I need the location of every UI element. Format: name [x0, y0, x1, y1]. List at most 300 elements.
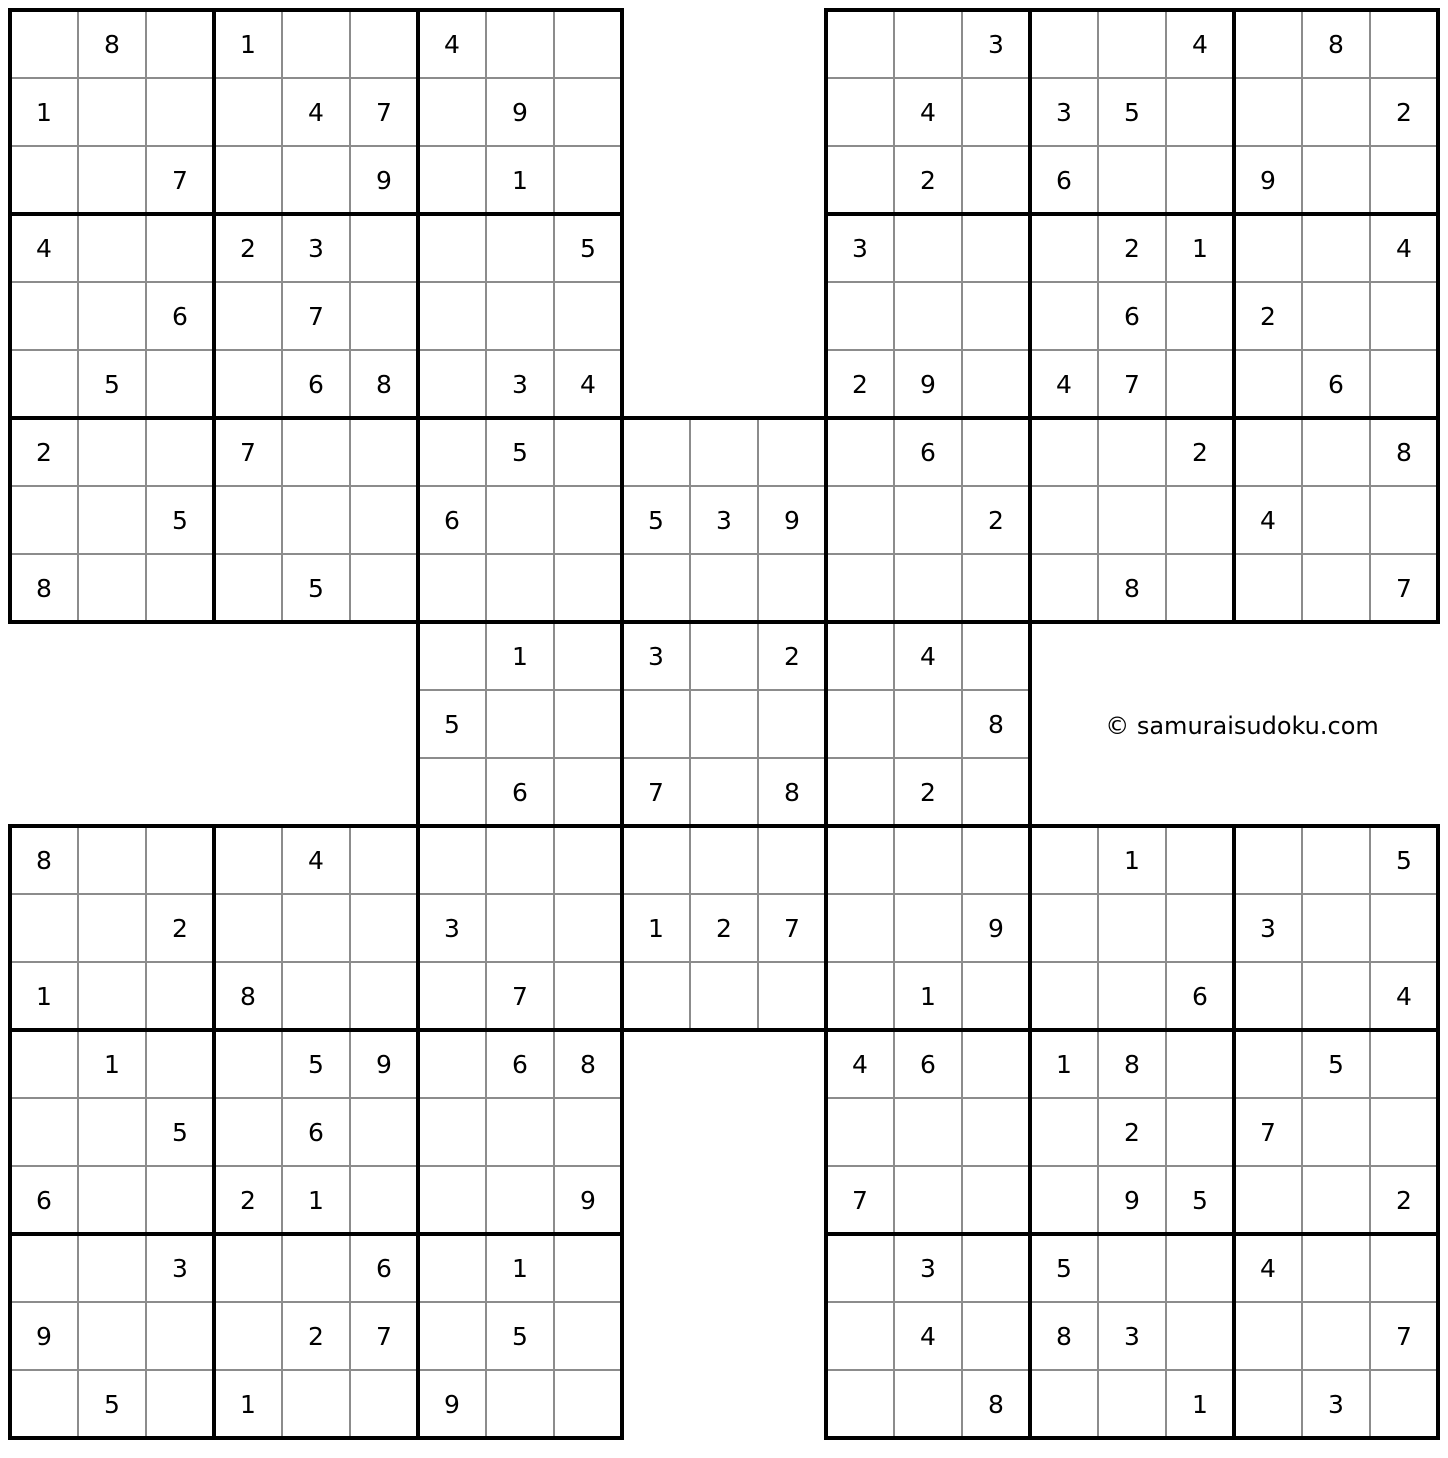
sudoku-cell[interactable] [1234, 1030, 1302, 1098]
sudoku-cell[interactable]: 9 [376, 165, 392, 195]
sudoku-cell[interactable]: 5 [308, 573, 324, 603]
sudoku-cell[interactable] [1166, 282, 1234, 350]
sudoku-cell[interactable] [10, 486, 78, 554]
sudoku-cell[interactable]: 2 [240, 1185, 256, 1215]
sudoku-cell[interactable]: 5 [308, 1049, 324, 1079]
sudoku-cell[interactable] [486, 826, 554, 894]
sudoku-cell[interactable]: 7 [512, 981, 528, 1011]
sudoku-cell[interactable] [826, 486, 894, 554]
sudoku-cell[interactable] [350, 962, 418, 1030]
sudoku-cell[interactable]: 6 [444, 505, 460, 535]
sudoku-cell[interactable] [1302, 1166, 1370, 1234]
sudoku-cell[interactable]: 2 [920, 165, 936, 195]
sudoku-cell[interactable]: 7 [648, 777, 664, 807]
sudoku-cell[interactable]: 6 [1328, 369, 1344, 399]
sudoku-cell[interactable] [1370, 1370, 1438, 1438]
sudoku-cell[interactable] [1234, 350, 1302, 418]
sudoku-cell[interactable] [554, 962, 622, 1030]
sudoku-cell[interactable]: 3 [988, 29, 1004, 59]
sudoku-cell[interactable] [1370, 282, 1438, 350]
sudoku-cell[interactable] [1302, 214, 1370, 282]
sudoku-cell[interactable]: 1 [36, 981, 52, 1011]
sudoku-cell[interactable] [622, 826, 690, 894]
sudoku-cell[interactable]: 2 [1192, 437, 1208, 467]
sudoku-cell[interactable]: 6 [308, 369, 324, 399]
sudoku-cell[interactable] [1302, 146, 1370, 214]
sudoku-cell[interactable] [486, 282, 554, 350]
sudoku-cell[interactable] [1370, 1234, 1438, 1302]
sudoku-cell[interactable] [1030, 554, 1098, 622]
sudoku-cell[interactable] [894, 214, 962, 282]
sudoku-cell[interactable] [690, 962, 758, 1030]
sudoku-cell[interactable]: 9 [1124, 1185, 1140, 1215]
sudoku-cell[interactable] [78, 78, 146, 146]
sudoku-cell[interactable] [1166, 486, 1234, 554]
sudoku-cell[interactable]: 6 [376, 1253, 392, 1283]
sudoku-cell[interactable] [282, 1234, 350, 1302]
sudoku-cell[interactable] [214, 486, 282, 554]
sudoku-cell[interactable] [146, 1302, 214, 1370]
sudoku-cell[interactable] [10, 1098, 78, 1166]
sudoku-cell[interactable] [554, 1370, 622, 1438]
sudoku-cell[interactable] [214, 1030, 282, 1098]
sudoku-cell[interactable] [350, 10, 418, 78]
sudoku-cell[interactable] [78, 826, 146, 894]
sudoku-cell[interactable]: 4 [1396, 981, 1412, 1011]
sudoku-cell[interactable]: 2 [1124, 1117, 1140, 1147]
sudoku-cell[interactable] [962, 622, 1030, 690]
sudoku-cell[interactable] [214, 826, 282, 894]
sudoku-cell[interactable] [350, 826, 418, 894]
sudoku-cell[interactable] [554, 758, 622, 826]
sudoku-cell[interactable]: 6 [512, 1049, 528, 1079]
sudoku-cell[interactable] [418, 1098, 486, 1166]
sudoku-cell[interactable]: 7 [1396, 1321, 1412, 1351]
sudoku-cell[interactable] [78, 1098, 146, 1166]
sudoku-cell[interactable] [962, 1166, 1030, 1234]
sudoku-cell[interactable]: 7 [240, 437, 256, 467]
sudoku-cell[interactable] [1234, 826, 1302, 894]
sudoku-cell[interactable]: 1 [308, 1185, 324, 1215]
sudoku-cell[interactable] [962, 1234, 1030, 1302]
sudoku-cell[interactable] [78, 894, 146, 962]
sudoku-cell[interactable]: 2 [920, 777, 936, 807]
sudoku-cell[interactable]: 1 [240, 29, 256, 59]
sudoku-cell[interactable]: 3 [648, 641, 664, 671]
sudoku-cell[interactable] [554, 282, 622, 350]
sudoku-cell[interactable]: 8 [1328, 29, 1344, 59]
sudoku-cell[interactable] [418, 214, 486, 282]
sudoku-cell[interactable] [78, 146, 146, 214]
sudoku-cell[interactable] [1030, 418, 1098, 486]
sudoku-cell[interactable] [1098, 894, 1166, 962]
sudoku-cell[interactable]: 5 [1328, 1049, 1344, 1079]
sudoku-cell[interactable] [1166, 1302, 1234, 1370]
sudoku-cell[interactable]: 5 [172, 1117, 188, 1147]
sudoku-cell[interactable] [826, 1370, 894, 1438]
sudoku-cell[interactable] [1370, 350, 1438, 418]
sudoku-cell[interactable] [214, 894, 282, 962]
sudoku-cell[interactable]: 4 [852, 1049, 868, 1079]
sudoku-cell[interactable] [894, 554, 962, 622]
sudoku-cell[interactable] [418, 350, 486, 418]
sudoku-cell[interactable] [1370, 894, 1438, 962]
sudoku-cell[interactable] [894, 1166, 962, 1234]
sudoku-cell[interactable] [622, 690, 690, 758]
sudoku-cell[interactable] [78, 962, 146, 1030]
sudoku-cell[interactable]: 7 [1396, 573, 1412, 603]
sudoku-cell[interactable]: 1 [512, 641, 528, 671]
sudoku-cell[interactable] [1166, 826, 1234, 894]
sudoku-cell[interactable]: 2 [1124, 233, 1140, 263]
sudoku-cell[interactable] [146, 214, 214, 282]
sudoku-cell[interactable] [486, 486, 554, 554]
sudoku-cell[interactable] [10, 350, 78, 418]
sudoku-cell[interactable]: 8 [36, 573, 52, 603]
sudoku-cell[interactable] [418, 622, 486, 690]
sudoku-cell[interactable] [486, 214, 554, 282]
sudoku-cell[interactable]: 2 [852, 369, 868, 399]
sudoku-cell[interactable] [758, 690, 826, 758]
sudoku-cell[interactable] [10, 282, 78, 350]
sudoku-cell[interactable]: 6 [1124, 301, 1140, 331]
sudoku-cell[interactable] [146, 10, 214, 78]
sudoku-cell[interactable]: 2 [1396, 97, 1412, 127]
sudoku-cell[interactable] [350, 486, 418, 554]
sudoku-cell[interactable]: 3 [1056, 97, 1072, 127]
sudoku-cell[interactable] [962, 350, 1030, 418]
sudoku-cell[interactable] [486, 1370, 554, 1438]
sudoku-cell[interactable] [350, 894, 418, 962]
sudoku-cell[interactable] [1166, 78, 1234, 146]
sudoku-cell[interactable]: 4 [1056, 369, 1072, 399]
sudoku-cell[interactable]: 6 [920, 1049, 936, 1079]
sudoku-cell[interactable] [690, 554, 758, 622]
sudoku-cell[interactable] [1234, 554, 1302, 622]
sudoku-cell[interactable]: 5 [1056, 1253, 1072, 1283]
sudoku-cell[interactable]: 9 [580, 1185, 596, 1215]
sudoku-cell[interactable] [418, 78, 486, 146]
sudoku-cell[interactable] [78, 282, 146, 350]
sudoku-cell[interactable] [282, 418, 350, 486]
sudoku-cell[interactable] [350, 282, 418, 350]
sudoku-cell[interactable]: 8 [988, 709, 1004, 739]
sudoku-cell[interactable]: 5 [648, 505, 664, 535]
sudoku-cell[interactable] [622, 962, 690, 1030]
sudoku-cell[interactable] [418, 1030, 486, 1098]
sudoku-cell[interactable] [1166, 146, 1234, 214]
sudoku-cell[interactable] [146, 826, 214, 894]
sudoku-cell[interactable]: 9 [444, 1389, 460, 1419]
sudoku-cell[interactable]: 1 [1192, 233, 1208, 263]
sudoku-cell[interactable] [350, 554, 418, 622]
sudoku-cell[interactable] [418, 1166, 486, 1234]
sudoku-cell[interactable] [418, 962, 486, 1030]
sudoku-cell[interactable] [282, 894, 350, 962]
sudoku-cell[interactable]: 2 [172, 913, 188, 943]
sudoku-cell[interactable] [1098, 1370, 1166, 1438]
sudoku-cell[interactable]: 8 [580, 1049, 596, 1079]
sudoku-cell[interactable]: 7 [1260, 1117, 1276, 1147]
sudoku-cell[interactable]: 4 [920, 97, 936, 127]
sudoku-cell[interactable] [1098, 146, 1166, 214]
sudoku-cell[interactable] [146, 418, 214, 486]
sudoku-cell[interactable]: 9 [1260, 165, 1276, 195]
sudoku-cell[interactable] [486, 894, 554, 962]
sudoku-cell[interactable] [826, 78, 894, 146]
sudoku-cell[interactable] [282, 1370, 350, 1438]
sudoku-cell[interactable] [554, 826, 622, 894]
sudoku-cell[interactable] [146, 554, 214, 622]
sudoku-cell[interactable] [1030, 826, 1098, 894]
sudoku-cell[interactable] [826, 758, 894, 826]
sudoku-cell[interactable] [418, 554, 486, 622]
sudoku-cell[interactable] [962, 214, 1030, 282]
sudoku-cell[interactable] [214, 350, 282, 418]
sudoku-cell[interactable] [1302, 894, 1370, 962]
sudoku-cell[interactable]: 3 [852, 233, 868, 263]
sudoku-cell[interactable] [1030, 1098, 1098, 1166]
sudoku-cell[interactable]: 7 [784, 913, 800, 943]
sudoku-cell[interactable] [554, 894, 622, 962]
sudoku-cell[interactable] [554, 622, 622, 690]
sudoku-cell[interactable] [962, 1030, 1030, 1098]
sudoku-cell[interactable]: 8 [988, 1389, 1004, 1419]
sudoku-cell[interactable] [78, 1302, 146, 1370]
sudoku-cell[interactable] [214, 282, 282, 350]
sudoku-cell[interactable] [78, 214, 146, 282]
sudoku-cell[interactable]: 1 [104, 1049, 120, 1079]
sudoku-cell[interactable] [146, 962, 214, 1030]
sudoku-cell[interactable]: 6 [1056, 165, 1072, 195]
sudoku-cell[interactable] [1166, 554, 1234, 622]
sudoku-cell[interactable] [418, 826, 486, 894]
sudoku-cell[interactable] [1098, 10, 1166, 78]
sudoku-cell[interactable]: 4 [920, 641, 936, 671]
sudoku-cell[interactable] [758, 826, 826, 894]
sudoku-cell[interactable] [894, 10, 962, 78]
sudoku-cell[interactable]: 5 [172, 505, 188, 535]
sudoku-cell[interactable]: 3 [308, 233, 324, 263]
sudoku-cell[interactable] [282, 146, 350, 214]
sudoku-cell[interactable] [10, 146, 78, 214]
sudoku-cell[interactable]: 8 [376, 369, 392, 399]
sudoku-cell[interactable] [1030, 962, 1098, 1030]
sudoku-cell[interactable] [894, 690, 962, 758]
sudoku-cell[interactable] [214, 1302, 282, 1370]
sudoku-cell[interactable] [1302, 1302, 1370, 1370]
sudoku-cell[interactable]: 7 [172, 165, 188, 195]
sudoku-cell[interactable]: 8 [1056, 1321, 1072, 1351]
sudoku-cell[interactable]: 4 [1260, 1253, 1276, 1283]
sudoku-cell[interactable] [554, 690, 622, 758]
sudoku-cell[interactable] [690, 622, 758, 690]
sudoku-cell[interactable]: 1 [512, 1253, 528, 1283]
sudoku-cell[interactable] [554, 486, 622, 554]
sudoku-cell[interactable] [1370, 146, 1438, 214]
sudoku-cell[interactable]: 9 [512, 97, 528, 127]
sudoku-cell[interactable] [962, 282, 1030, 350]
sudoku-cell[interactable]: 6 [1192, 981, 1208, 1011]
sudoku-cell[interactable]: 9 [36, 1321, 52, 1351]
sudoku-cell[interactable] [1234, 418, 1302, 486]
sudoku-cell[interactable] [1030, 282, 1098, 350]
sudoku-cell[interactable]: 2 [988, 505, 1004, 535]
sudoku-cell[interactable]: 8 [1124, 1049, 1140, 1079]
sudoku-cell[interactable] [826, 418, 894, 486]
sudoku-cell[interactable] [894, 894, 962, 962]
sudoku-cell[interactable]: 5 [1396, 845, 1412, 875]
sudoku-cell[interactable]: 5 [512, 437, 528, 467]
sudoku-cell[interactable] [282, 486, 350, 554]
sudoku-cell[interactable] [214, 554, 282, 622]
sudoku-cell[interactable]: 2 [240, 233, 256, 263]
sudoku-cell[interactable] [1098, 418, 1166, 486]
sudoku-cell[interactable] [554, 10, 622, 78]
sudoku-cell[interactable] [758, 962, 826, 1030]
sudoku-cell[interactable]: 3 [1260, 913, 1276, 943]
sudoku-cell[interactable]: 2 [36, 437, 52, 467]
sudoku-cell[interactable]: 7 [852, 1185, 868, 1215]
sudoku-cell[interactable]: 6 [172, 301, 188, 331]
sudoku-cell[interactable] [418, 282, 486, 350]
sudoku-cell[interactable] [690, 418, 758, 486]
sudoku-cell[interactable] [554, 146, 622, 214]
sudoku-cell[interactable] [418, 418, 486, 486]
sudoku-cell[interactable] [1030, 214, 1098, 282]
sudoku-cell[interactable]: 6 [308, 1117, 324, 1147]
sudoku-cell[interactable] [1302, 282, 1370, 350]
sudoku-cell[interactable] [962, 78, 1030, 146]
sudoku-cell[interactable]: 4 [444, 29, 460, 59]
sudoku-cell[interactable] [1234, 1166, 1302, 1234]
sudoku-cell[interactable]: 4 [580, 369, 596, 399]
sudoku-cell[interactable]: 8 [104, 29, 120, 59]
sudoku-cell[interactable] [78, 1234, 146, 1302]
sudoku-cell[interactable] [622, 554, 690, 622]
sudoku-cell[interactable]: 3 [512, 369, 528, 399]
sudoku-cell[interactable] [146, 1370, 214, 1438]
sudoku-cell[interactable]: 1 [648, 913, 664, 943]
sudoku-cell[interactable] [1030, 10, 1098, 78]
sudoku-cell[interactable] [10, 1030, 78, 1098]
sudoku-cell[interactable] [486, 690, 554, 758]
sudoku-cell[interactable]: 1 [1192, 1389, 1208, 1419]
sudoku-cell[interactable]: 4 [920, 1321, 936, 1351]
sudoku-cell[interactable] [78, 418, 146, 486]
sudoku-cell[interactable] [10, 1234, 78, 1302]
sudoku-cell[interactable] [1370, 10, 1438, 78]
sudoku-cell[interactable] [554, 418, 622, 486]
sudoku-cell[interactable] [1234, 962, 1302, 1030]
sudoku-cell[interactable] [826, 1302, 894, 1370]
sudoku-cell[interactable]: 2 [1396, 1185, 1412, 1215]
sudoku-cell[interactable]: 7 [308, 301, 324, 331]
sudoku-cell[interactable]: 3 [716, 505, 732, 535]
sudoku-cell[interactable] [962, 418, 1030, 486]
sudoku-cell[interactable]: 7 [1124, 369, 1140, 399]
sudoku-cell[interactable] [826, 1234, 894, 1302]
sudoku-cell[interactable] [1234, 214, 1302, 282]
sudoku-cell[interactable]: 4 [308, 845, 324, 875]
sudoku-cell[interactable]: 6 [512, 777, 528, 807]
sudoku-cell[interactable] [826, 894, 894, 962]
sudoku-cell[interactable]: 7 [376, 97, 392, 127]
sudoku-cell[interactable] [418, 1302, 486, 1370]
sudoku-cell[interactable]: 1 [240, 1389, 256, 1419]
sudoku-cell[interactable]: 6 [920, 437, 936, 467]
sudoku-cell[interactable] [554, 1098, 622, 1166]
sudoku-cell[interactable] [1098, 486, 1166, 554]
sudoku-cell[interactable]: 3 [444, 913, 460, 943]
sudoku-cell[interactable]: 9 [920, 369, 936, 399]
sudoku-cell[interactable]: 5 [1192, 1185, 1208, 1215]
sudoku-cell[interactable] [1302, 826, 1370, 894]
sudoku-cell[interactable] [1166, 1098, 1234, 1166]
sudoku-cell[interactable] [1166, 1030, 1234, 1098]
sudoku-cell[interactable] [350, 418, 418, 486]
sudoku-cell[interactable] [350, 214, 418, 282]
sudoku-cell[interactable] [486, 10, 554, 78]
sudoku-cell[interactable] [1302, 418, 1370, 486]
sudoku-cell[interactable] [894, 1370, 962, 1438]
sudoku-cell[interactable] [1234, 1302, 1302, 1370]
sudoku-cell[interactable] [1302, 962, 1370, 1030]
sudoku-cell[interactable]: 9 [376, 1049, 392, 1079]
sudoku-cell[interactable]: 4 [1192, 29, 1208, 59]
sudoku-cell[interactable] [826, 10, 894, 78]
sudoku-cell[interactable] [350, 1098, 418, 1166]
sudoku-cell[interactable] [486, 554, 554, 622]
sudoku-cell[interactable]: 3 [1124, 1321, 1140, 1351]
sudoku-cell[interactable]: 1 [1124, 845, 1140, 875]
sudoku-cell[interactable]: 8 [784, 777, 800, 807]
sudoku-cell[interactable] [962, 962, 1030, 1030]
sudoku-cell[interactable]: 2 [784, 641, 800, 671]
sudoku-cell[interactable] [826, 1098, 894, 1166]
sudoku-cell[interactable] [10, 894, 78, 962]
sudoku-cell[interactable] [214, 1234, 282, 1302]
sudoku-cell[interactable]: 1 [36, 97, 52, 127]
sudoku-cell[interactable] [486, 1166, 554, 1234]
sudoku-cell[interactable]: 9 [988, 913, 1004, 943]
sudoku-cell[interactable]: 8 [1124, 573, 1140, 603]
sudoku-cell[interactable] [418, 758, 486, 826]
sudoku-cell[interactable] [554, 1234, 622, 1302]
sudoku-cell[interactable] [1370, 486, 1438, 554]
sudoku-cell[interactable]: 5 [104, 369, 120, 399]
sudoku-cell[interactable] [418, 146, 486, 214]
sudoku-cell[interactable] [1302, 486, 1370, 554]
sudoku-cell[interactable] [1166, 350, 1234, 418]
sudoku-cell[interactable] [1302, 1098, 1370, 1166]
sudoku-cell[interactable] [1302, 1234, 1370, 1302]
sudoku-cell[interactable]: 8 [240, 981, 256, 1011]
sudoku-cell[interactable] [826, 962, 894, 1030]
sudoku-cell[interactable] [418, 1234, 486, 1302]
sudoku-cell[interactable] [1030, 894, 1098, 962]
sudoku-cell[interactable] [1030, 486, 1098, 554]
sudoku-cell[interactable] [78, 486, 146, 554]
sudoku-cell[interactable]: 4 [1396, 233, 1412, 263]
sudoku-cell[interactable]: 5 [444, 709, 460, 739]
sudoku-cell[interactable] [826, 554, 894, 622]
sudoku-cell[interactable]: 4 [36, 233, 52, 263]
sudoku-cell[interactable]: 3 [1328, 1389, 1344, 1419]
sudoku-cell[interactable]: 8 [1396, 437, 1412, 467]
sudoku-cell[interactable] [826, 826, 894, 894]
sudoku-cell[interactable] [146, 1030, 214, 1098]
